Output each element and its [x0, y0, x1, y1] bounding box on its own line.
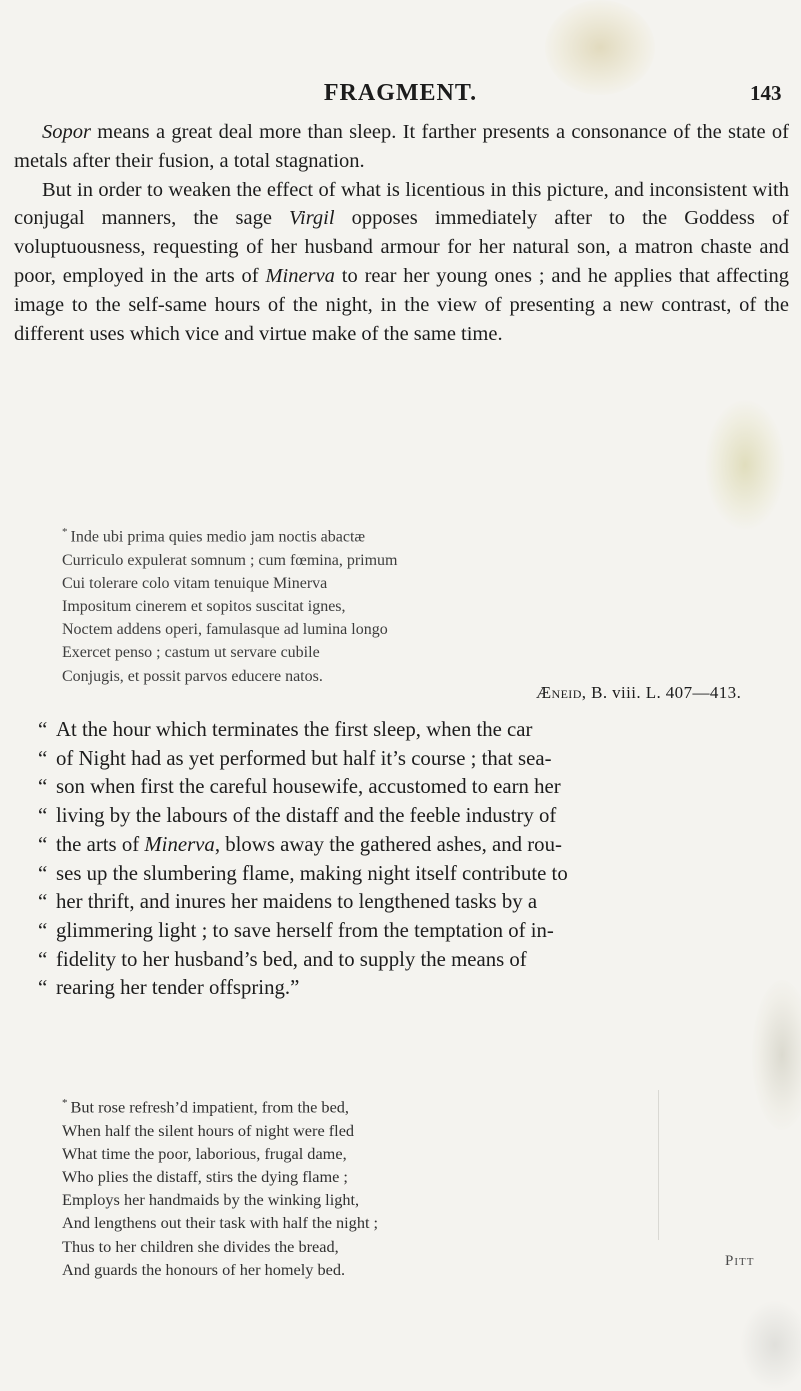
- translation-line: “ of Night had as yet performed but half it’s course ; that sea-: [38, 745, 792, 774]
- translation-line: “ glimmering light ; to save herself from the temptation of in-: [38, 917, 792, 946]
- page-header: [0, 80, 801, 110]
- page-stain: [740, 1300, 801, 1390]
- quote-mark: “: [38, 976, 48, 1000]
- verse-line: What time the poor, laborious, frugal dame,: [62, 1143, 347, 1163]
- quote-mark: “: [38, 918, 48, 942]
- quote-mark: “: [38, 718, 48, 741]
- quote-mark: “: [38, 832, 48, 856]
- paragraph-text: But in order to weaken the effect of what is licentious in this picture, and inconsistent with conjugal manners, the sage: [14, 178, 789, 230]
- translation-line: “ At the hour which terminates the first sleep, when the car: [38, 716, 792, 745]
- latin-line: Exercet penso ; castum ut servare cubile: [62, 644, 320, 662]
- quote-mark: “: [38, 947, 48, 971]
- latin-line: Curriculo expulerat somnum ; cum fœmina, primum: [62, 551, 398, 569]
- emphasis-minerva: Minerva: [265, 264, 335, 287]
- citation-work: Æneid: [536, 683, 582, 702]
- paragraph-text: opposes immediately after to the Goddess of voluptuousness, requesting of her husband armour for her natural son, a matron chaste and poor, employed in the arts of: [14, 207, 789, 287]
- page-number: 143: [750, 81, 782, 105]
- latin-line: Cui tolerare colo vitam tenuique Minerva: [62, 574, 328, 592]
- latin-quotation: [62, 521, 782, 688]
- page-stain: [705, 400, 785, 530]
- translation-line: “ her thrift, and inures her maidens to lengthened tasks by a: [38, 888, 792, 917]
- latin-line: * Inde ubi prima quies medio jam noctis abactæ: [62, 526, 366, 546]
- body-text: [14, 118, 789, 348]
- latin-line: Noctem addens operi, famulasque ad lumina longo: [62, 621, 388, 639]
- footnote-marker: *: [62, 526, 68, 538]
- translator-attribution: Pitt: [725, 1253, 755, 1269]
- emphasis-sopor: Sopor: [42, 121, 91, 143]
- footnote-marker: *: [62, 1097, 68, 1109]
- verse-line: Employs her handmaids by the winking light,: [62, 1190, 360, 1210]
- prose-translation: [38, 716, 792, 1003]
- quote-mark: “: [38, 861, 48, 885]
- translation-line: “ rearing her tender offspring.”: [38, 974, 792, 1003]
- emphasis-virgil: Virgil: [289, 207, 335, 230]
- verse-line: And lengthens out their task with half the night ;: [62, 1213, 379, 1233]
- emphasis-minerva: Minerva: [144, 832, 215, 856]
- translation-line: “ fidelity to her husband’s bed, and to supply the means of: [38, 946, 792, 975]
- paragraph-text: means a great deal more than sleep. It farther presents a consonance of the state of metals after their fusion, a total stagnation.: [14, 121, 789, 172]
- translation-line: “ son when first the careful housewife, accustomed to earn her: [38, 773, 792, 802]
- verse-line: * But rose refresh’d impatient, from the bed,: [62, 1097, 350, 1117]
- translation-line: “ the arts of Minerva, blows away the gathered ashes, and rou-: [38, 831, 792, 860]
- verse-line: Thus to her children she divides the bread,: [62, 1236, 339, 1256]
- latin-line: Conjugis, et possit parvos educere natos.: [62, 667, 323, 685]
- citation-reference: , B. viii. L. 407—413.: [581, 683, 742, 702]
- verse-line: Who plies the distaff, stirs the dying flame ;: [62, 1167, 348, 1187]
- verse-line: When half the silent hours of night were fled: [62, 1120, 355, 1140]
- paragraph-sopor: [14, 118, 789, 176]
- quote-mark: “: [38, 890, 48, 914]
- translation-line: “ living by the labours of the distaff and the feeble industry of: [38, 802, 792, 831]
- latin-line: Impositum cinerem et sopitos suscitat ignes,: [62, 597, 346, 615]
- quote-mark: “: [38, 804, 48, 828]
- latin-citation: [536, 683, 741, 703]
- verse-translation: [62, 1092, 762, 1281]
- quote-mark: “: [38, 746, 48, 770]
- running-head: FRAGMENT.: [323, 80, 478, 106]
- paragraph-text: to rear her young ones ; and he applies that affecting image to the self-same hours of the night, in the view of presenting a new contrast, of the different uses which vice and virtue make of the same time.: [14, 264, 789, 345]
- verse-line: And guards the honours of her homely bed.: [62, 1259, 346, 1279]
- translation-line: “ ses up the slumbering flame, making night itself contribute to: [38, 860, 792, 889]
- quote-mark: “: [38, 775, 48, 799]
- paragraph-virgil: [14, 176, 789, 349]
